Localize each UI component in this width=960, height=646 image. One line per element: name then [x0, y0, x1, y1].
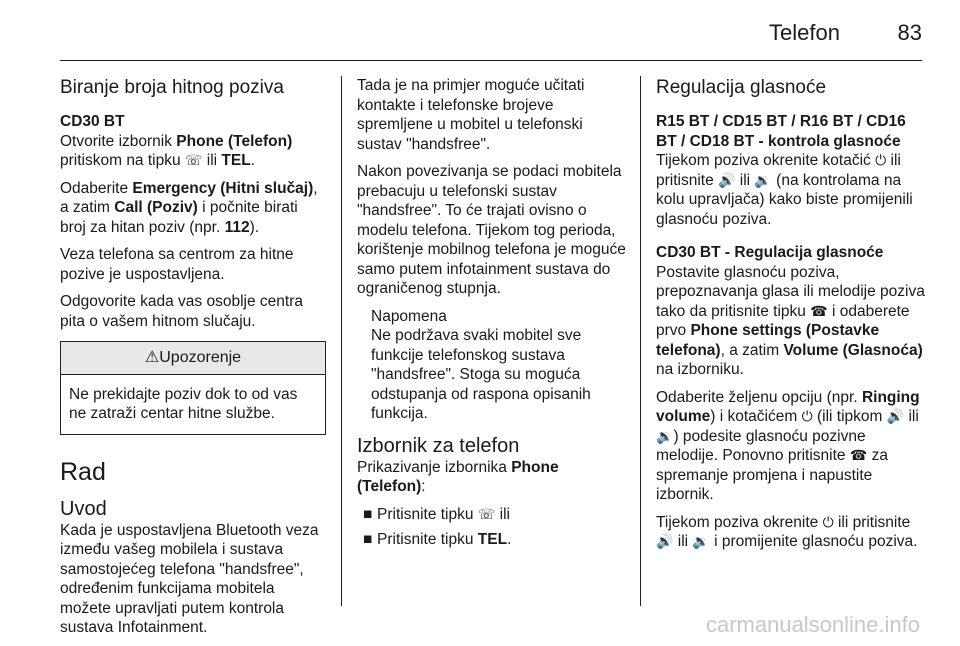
- column-1: [60, 76, 326, 646]
- header-divider: [60, 60, 922, 61]
- phone-button-icon: ☏: [477, 505, 496, 522]
- paragraph-uvod: Kada je uspostavljena Bluetooth veza između vašeg mobilela i sustava samostojećeg telefona "handsfree", određenim funkcijama mobitela možete upravljati putem kontrola sustava Infotainment.: [60, 521, 319, 636]
- page-number: 83: [897, 20, 922, 45]
- subtitle-models: R15 BT / CD15 BT / R16 BT / CD16 BT / CD18 BT - kontrola glasnoće: [656, 113, 906, 150]
- paragraph-answer: Odgovorite kada vas osoblje centra pita o vašem hitnom slučaju.: [60, 293, 303, 330]
- phone-button-icon: ☎: [810, 302, 828, 319]
- paragraph-contacts: Tada je na primjer moguće učitati kontakte i telefonske brojeve spremljene u mobitel u telefonski sustav "handsfree".: [357, 77, 585, 153]
- warning-box: [60, 341, 326, 435]
- note-block: [371, 307, 627, 424]
- volume-down-icon: 🔉: [692, 533, 710, 549]
- paragraph-call-volume: Tijekom poziva okrenite ⏻ ili pritisnite 🔊 ili 🔉 i promijenite glasnoću poziva.: [656, 513, 918, 550]
- section-title-phone-menu: Izbornik za telefon: [357, 434, 520, 457]
- paragraph-menu-intro: Prikazivanje izbornika Phone (Telefon):: [357, 458, 559, 495]
- paragraph-select-emergency: Odaberite Emergency (Hitni slučaj), a zatim Call (Poziv) i počnite birati broj za hitan poziv (npr. 112).: [60, 179, 318, 236]
- phone-button-icon: ☎: [849, 447, 868, 463]
- subtitle-cd30-volume: CD30 BT - Regulacija glasnoće: [656, 244, 884, 261]
- column-2: [357, 76, 627, 556]
- warning-icon: ⚠: [144, 349, 160, 366]
- volume-down-icon: 🔉: [754, 171, 772, 188]
- volume-up-icon: 🔊: [656, 533, 674, 549]
- list-item: ■ Pritisnite tipku TEL.: [363, 531, 512, 548]
- paragraph-connection: Veza telefona sa centrom za hitne pozive je uspostavljena.: [60, 246, 294, 283]
- bullet-icon: ■: [363, 531, 373, 548]
- note-text: Ne podržava svaki mobitel sve funkcije telefonskog sustava "handsfree". Stoga su moguća odstupanja od raspona opisanih funkcija.: [371, 327, 591, 422]
- volume-knob-icon: ⏻: [822, 513, 834, 530]
- subtitle-cd30: CD30 BT: [60, 113, 125, 130]
- list-item: ■ Pritisnite tipku ☏ ili: [363, 505, 510, 523]
- volume-knob-icon: ⏻: [875, 152, 887, 168]
- section-title-emergency: Biranje broja hitnog poziva: [60, 77, 284, 98]
- paragraph-transfer: Nakon povezivanja se podaci mobitela prebacuju u telefonski sustav "handsfree". To će trajati ovisno o modelu telefona. Tijekom tog perioda, korištenje mobilnog telefona je moguće samo putem infotainment sustava do ograničenog stupnja.: [357, 163, 626, 297]
- bullet-icon: ■: [363, 505, 373, 523]
- paragraph-open-menu: Otvorite izbornik Phone (Telefon) pritiskom na tipku ☏ ili TEL.: [60, 132, 293, 169]
- volume-knob-icon: ⏻: [801, 408, 813, 424]
- column-3: [656, 76, 926, 560]
- volume-up-icon: 🔊: [718, 171, 736, 188]
- paragraph-volume-settings: Postavite glasnoću poziva, prepoznavanja glasa ili melodije poziva tako da pritisnite tipku ☎ i odaberete prvo Phone settings (Postavke telefona), a zatim Volume (Glasnoća) na izborniku.: [656, 263, 925, 378]
- note-title: Napomena: [371, 307, 447, 325]
- watermark: carmanualsonline.info: [705, 612, 920, 637]
- section-title-rad: Rad: [60, 457, 106, 486]
- section-title-volume: Regulacija glasnoće: [656, 77, 827, 98]
- volume-down-icon: 🔉: [656, 427, 674, 444]
- column-divider-1: [341, 76, 342, 606]
- warning-header: [61, 342, 325, 375]
- paragraph-ringing-volume: Odaberite željenu opciju (npr. Ringing volume) i kotačićem ⏻ (ili tipkom 🔊 ili 🔉) podesite glasnoću pozivne melodije. Ponovno pritisnite ☎ za spremanje promjena i napustite izbornik.: [656, 388, 920, 503]
- warning-text: Ne prekidajte poziv dok to od vas ne zatraži centar hitne službe.: [69, 385, 298, 422]
- volume-up-icon: 🔊: [886, 408, 905, 424]
- page-header-title: Telefon: [769, 20, 840, 45]
- column-divider-2: [640, 76, 641, 606]
- warning-title: Upozorenje: [159, 349, 242, 366]
- phone-button-icon: ☏: [184, 152, 203, 168]
- paragraph-volume-wheel: Tijekom poziva okrenite kotačić ⏻ ili pritisnite 🔊 ili 🔉 (na kontrolama na kolu upravljača) kako biste promijenili glasnoću poziva.: [656, 152, 913, 228]
- subtitle-uvod: Uvod: [60, 497, 107, 520]
